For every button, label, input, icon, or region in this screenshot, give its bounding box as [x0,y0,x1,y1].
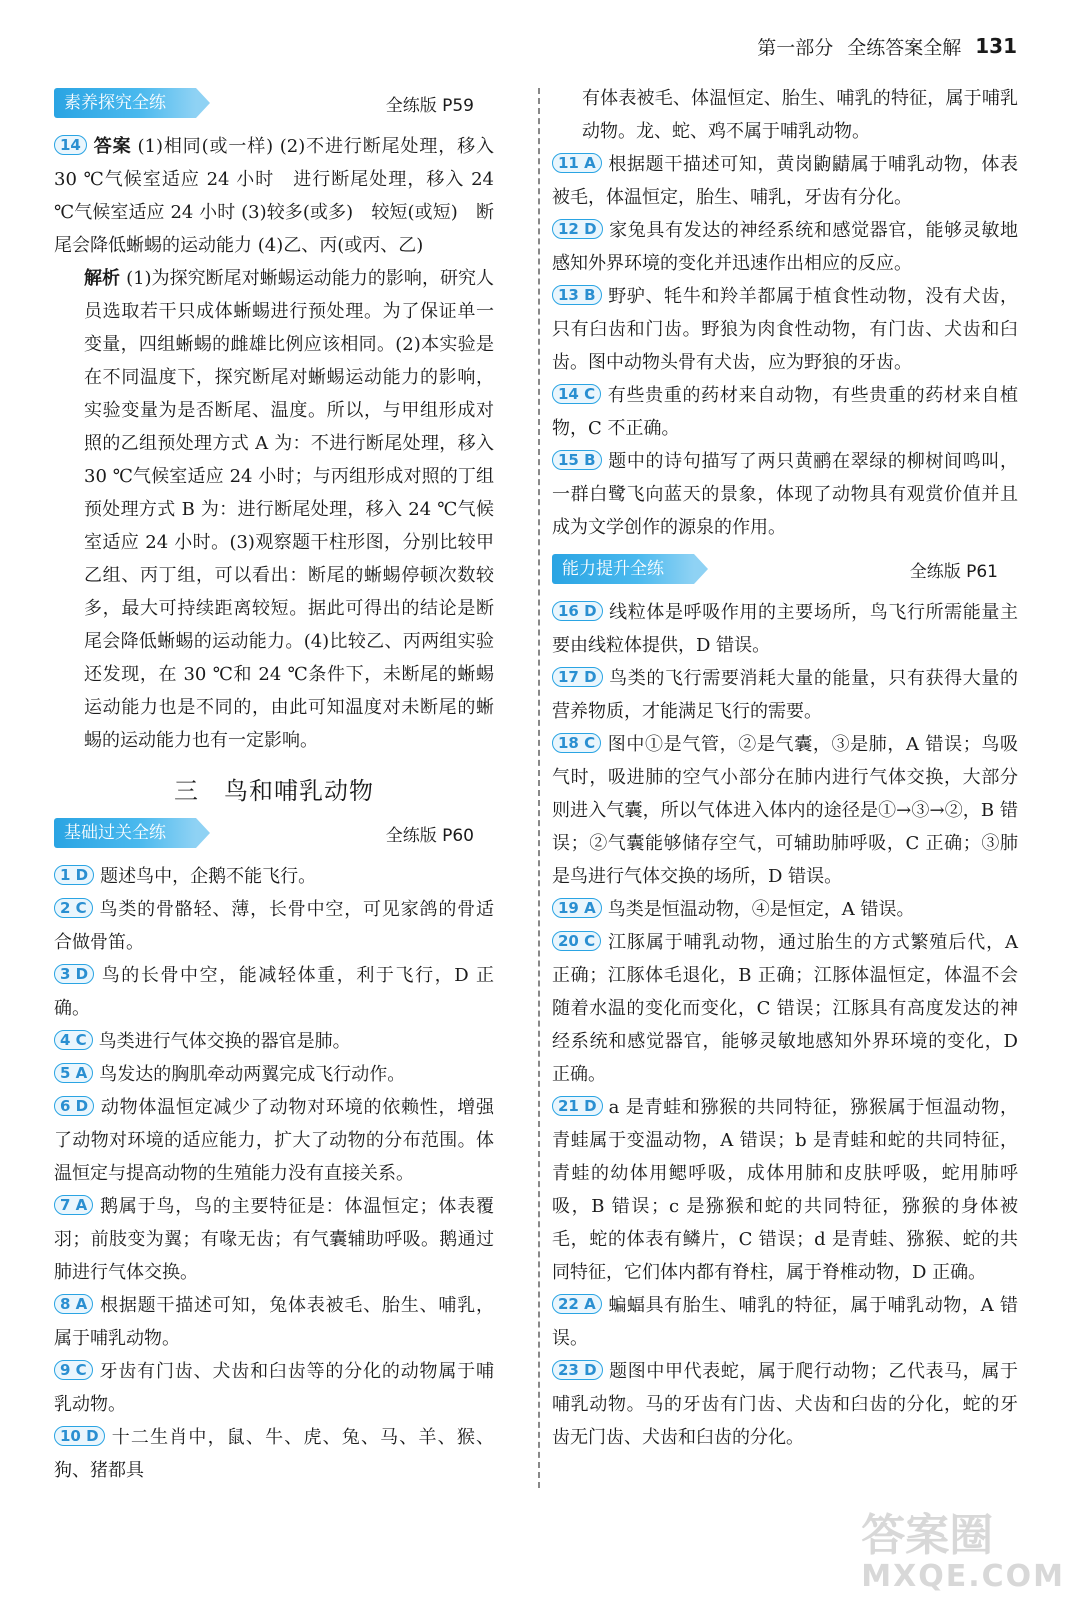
question-badge: 14 [54,135,87,155]
answer-item [552,893,1018,926]
question-badge: 2 C [54,898,93,918]
answer-text: 鸟的长骨中空，能减轻体重，利于飞行，D 正确。 [54,965,494,1019]
answer-item [552,1091,1018,1289]
answer-item [552,1289,1018,1355]
answer-item [54,1058,494,1091]
answer-item [552,926,1018,1091]
question-badge: 20 C [552,931,601,951]
answer-item [552,445,1018,544]
answer-text: 鸟发达的胸肌牵动两翼完成飞行动作。 [99,1064,406,1085]
question-badge: 11 A [552,153,602,173]
answer-item [54,860,494,893]
question-badge: 4 C [54,1030,93,1050]
answer-text: 江豚属于哺乳动物，通过胎生的方式繁殖后代，A 正确；江豚体毛退化，B 正确；江豚体温恒定，体温不会随着水温的变化而变化，C 错误；江豚具有高度发达的神经系统和感觉器官，能够灵敏地感知外界环境的变化，D 正确。 [552,932,1018,1085]
answer-item [54,1421,494,1487]
analysis-paragraph [54,262,494,757]
section-tag: 素养探究全练 [54,88,196,118]
question-badge: 15 B [552,450,602,470]
answer-item-14 [54,130,494,262]
answer-text: 鸟类的飞行需要消耗大量的能量，只有获得大量的营养物质，才能满足飞行的需要。 [552,668,1018,722]
answer-text: 题述鸟中，企鹅不能飞行。 [100,866,317,887]
answer-label: 答案 [92,136,132,157]
question-badge: 16 D [552,601,603,621]
answer-text: 题图中甲代表蛇，属于爬行动物；乙代表马，属于哺乳动物。马的牙齿有门齿、犬齿和臼齿的分化，蛇的牙齿无门齿、犬齿和臼齿的分化。 [552,1361,1018,1448]
answer-item [54,1025,494,1058]
answer-item [552,662,1018,728]
question-badge: 21 D [552,1096,603,1116]
answer-item [54,959,494,1025]
question-badge: 12 D [552,219,603,239]
section-header-jichu [54,816,494,850]
question-badge: 10 D [54,1426,105,1446]
question-badge: 17 D [552,667,603,687]
question-badge: 22 A [552,1294,602,1314]
section-header-nengli [552,552,1018,586]
page-header [757,30,1017,62]
answer-item [552,379,1018,445]
answer-text: 蝙蝠具有胎生、哺乳的特征，属于哺乳动物，A 错误。 [552,1295,1018,1349]
answer-text: 有些贵重的药材来自动物，有些贵重的药材来自植物，C 不正确。 [552,385,1018,439]
page-number: 131 [975,34,1017,58]
answer-text: 鸟类进行气体交换的器官是肺。 [98,1031,351,1052]
question-badge: 5 A [54,1063,93,1083]
answer-item [552,280,1018,379]
question-badge: 8 A [54,1294,93,1314]
answer-item [552,214,1018,280]
answer-item [54,893,494,959]
page-reference: 全练版 P61 [909,561,998,582]
question-badge: 19 A [552,898,602,918]
answer-text: a 是青蛙和猕猴的共同特征，猕猴属于恒温动物，青蛙属于变温动物，A 错误；b 是青蛙和蛇的共同特征，青蛙的幼体用鳃呼吸，成体用肺和皮肤呼吸，蛇用肺呼吸，B 错误；c 是猕猴和蛇的共同特征，猕猴的身体被毛，蛇的体表有鳞片，C 错误；d 是青蛙、猕猴、蛇的共同特征，它们体内都有脊柱，属于脊椎动物，D 正确。 [552,1097,1018,1283]
watermark-bottom: MXQE.COM [861,1559,1065,1594]
answer-item [54,1091,494,1190]
answer-text: 图中①是气管，②是气囊，③是肺，A 错误；鸟吸气时，吸进肺的空气小部分在肺内进行气体交换，大部分则进入气囊，所以气体进入体内的途径是①→③→②，B 错误；②气囊能够储存空气，可辅助肺呼吸，C 正确；③肺是鸟进行气体交换的场所，D 错误。 [552,734,1018,887]
header-part: 第一部分 [757,36,834,59]
answer-list [552,148,1018,544]
analysis-label: 解析 [84,268,121,289]
answer-item [552,1355,1018,1454]
question-badge: 7 A [54,1195,93,1215]
answer-text: 牙齿有门齿、犬齿和臼齿等的分化的动物属于哺乳动物。 [54,1361,494,1415]
answer-text: 根据题干描述可知，兔体表被毛、胎生、哺乳，属于哺乳动物。 [54,1295,494,1349]
answer-text: 动物体温恒定减少了动物对环境的依赖性，增强了动物对环境的适应能力，扩大了动物的分布范围。体温恒定与提高动物的生殖能力没有直接关系。 [54,1097,494,1184]
answer-item [552,148,1018,214]
answer-text: 鸟类是恒温动物，④是恒定，A 错误。 [607,899,915,920]
answer-item [552,596,1018,662]
header-title: 全练答案全解 [847,36,962,59]
chapter-title: 三 鸟和哺乳动物 [174,777,374,805]
question-badge: 3 D [54,964,94,984]
section-tag: 能力提升全练 [552,554,694,584]
left-column [54,82,494,1487]
section-header-suyang [54,86,494,120]
answer-text: 家兔具有发达的神经系统和感觉器官，能够灵敏地感知外界环境的变化并迅速作出相应的反应。 [552,220,1018,274]
question-badge: 23 D [552,1360,603,1380]
answer-text: 线粒体是呼吸作用的主要场所，鸟飞行所需能量主要由线粒体提供，D 错误。 [552,602,1018,656]
continued-answer-10: 有体表被毛、体温恒定、胎生、哺乳的特征，属于哺乳动物。龙、蛇、鸡不属于哺乳动物。 [582,88,1018,142]
question-badge: 13 B [552,285,602,305]
question-badge: 18 C [552,733,601,753]
watermark-top: 答案圈 [861,1510,994,1561]
answer-item [552,728,1018,893]
question-badge: 6 D [54,1096,94,1116]
analysis-text: (1)为探究断尾对蜥蜴运动能力的影响，研究人员选取若干只成体蜥蜴进行预处理。为了保证单一变量，四组蜥蜴的雌雄比例应该相同。(2)本实验是在不同温度下，探究断尾对蜥蜴运动能力的影响，实验变量为是否断尾、温度。所以，与甲组形成对照的乙组预处理方式 A 为：不进行断尾处理，移入 30 ℃气候室适应 24 小时；与丙组形成对照的丁组预处理方式 B 为：进行断尾处理，移入 24 ℃气候室适应 24 小时。(3)观察题干柱形图，分别比较甲乙组、丙丁组，可以看出：断尾的蜥蜴停顿次数较多，最大可持续距离较短。据此可得出的结论是断尾会降低蜥蜴的运动能力。(4)比较乙、丙两组实验还发现，在 30 ℃和 24 ℃条件下，未断尾的蜥蜴运动能力也是不同的，由此可知温度对未断尾的蜥蜴的运动能力也有一定影响。 [84,268,495,751]
answer-text: 鸟类的骨骼轻、薄，长骨中空，可见家鸽的骨适合做骨笛。 [54,899,494,953]
answer-item [54,1355,494,1421]
answer-text: 题中的诗句描写了两只黄鹂在翠绿的柳树间鸣叫，一群白鹭飞向蓝天的景象，体现了动物具有观赏价值并且成为文学创作的源泉的作用。 [552,451,1018,538]
answer-item [54,1289,494,1355]
right-column [552,82,1018,1454]
question-badge: 9 C [54,1360,93,1380]
section-tag: 基础过关全练 [54,818,196,848]
question-badge: 1 D [54,865,94,885]
answer-text: 鹅属于鸟，鸟的主要特征是：体温恒定；体表覆羽；前肢变为翼；有喙无齿；有气囊辅助呼吸。鹅通过肺进行气体交换。 [54,1196,494,1283]
question-badge: 14 C [552,384,601,404]
watermark-logo [861,1510,1065,1594]
column-divider [538,88,540,1488]
answer-text: 十二生肖中，鼠、牛、虎、兔、马、羊、猴、狗、猪都具 [54,1427,494,1481]
page-reference: 全练版 P59 [385,95,474,116]
answer-text: (1)相同(或一样) (2)不进行断尾处理，移入 30 ℃气候室适应 24 小时 进行断尾处理，移入 24 ℃气候室适应 24 小时 (3)较多(或多) 较短(或短) 断尾会降低蜥蜴的运动能力 (4)乙、丙(或丙、乙) [54,136,494,256]
page-reference: 全练版 P60 [385,825,474,846]
answer-text: 野驴、牦牛和羚羊都属于植食性动物，没有犬齿，只有臼齿和门齿。野狼为肉食性动物，有门齿、犬齿和臼齿。图中动物头骨有犬齿，应为野狼的牙齿。 [552,286,1018,373]
answer-list [54,860,494,1487]
answer-item [54,1190,494,1289]
answer-text: 根据题干描述可知，黄岗鼩鼱属于哺乳动物，体表被毛，体温恒定，胎生、哺乳，牙齿有分化。 [552,154,1018,208]
answer-list [552,596,1018,1454]
